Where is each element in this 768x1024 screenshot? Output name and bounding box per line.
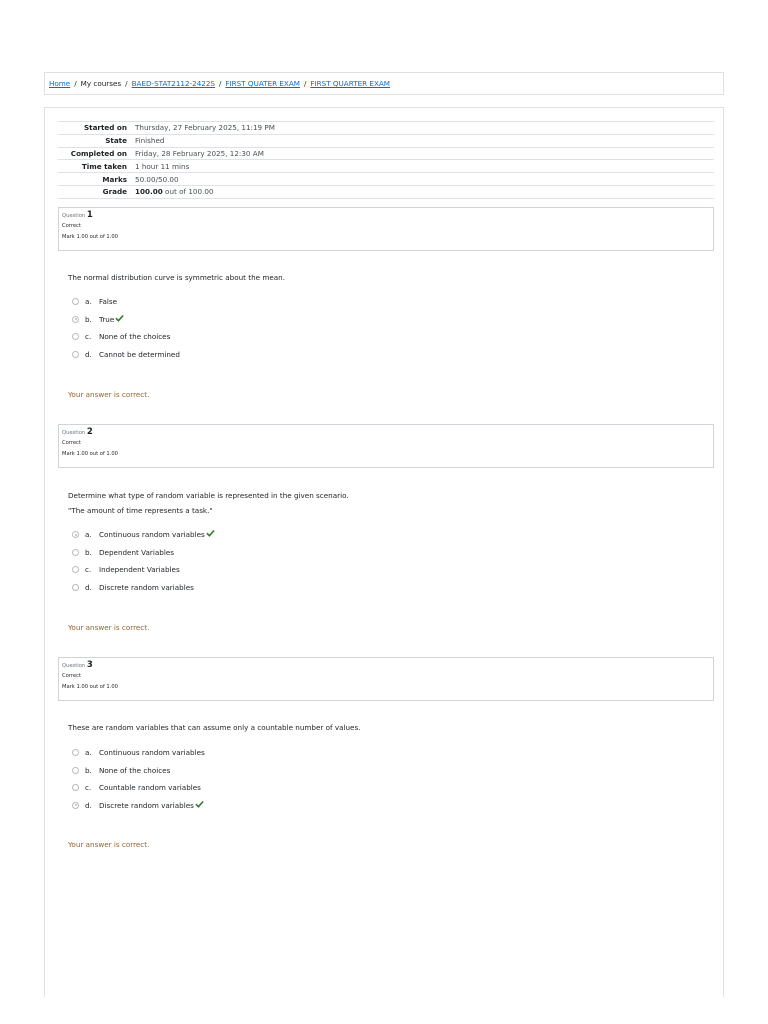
summary-row bbox=[58, 147, 714, 160]
radio-button-checked[interactable] bbox=[72, 802, 79, 809]
answer-option[interactable] bbox=[72, 544, 472, 562]
question-grade: Mark 1.00 out of 1.00 bbox=[62, 451, 118, 457]
summary-label: Grade bbox=[102, 187, 127, 197]
question-text-line: "The amount of time represents a task." bbox=[68, 506, 213, 515]
question-state: Correct bbox=[62, 223, 81, 229]
question-grade: Mark 1.00 out of 1.00 bbox=[62, 234, 118, 240]
question-text-line: Determine what type of random variable is represented in the given scenario. bbox=[68, 491, 349, 500]
radio-button[interactable] bbox=[72, 298, 79, 305]
question-text-2 bbox=[68, 488, 349, 518]
breadcrumb-separator: / bbox=[303, 79, 307, 88]
check-icon bbox=[195, 800, 204, 808]
option-label: False bbox=[99, 297, 118, 307]
answer-option[interactable] bbox=[72, 797, 472, 815]
check-icon bbox=[206, 529, 215, 537]
question-number-value: 1 bbox=[86, 210, 93, 220]
breadcrumb-separator: / bbox=[74, 79, 77, 88]
summary-label: Time taken bbox=[81, 161, 127, 171]
grade-suffix: out of 100.00 bbox=[165, 187, 214, 197]
option-letter: b. bbox=[85, 547, 92, 557]
option-label: None of the choices bbox=[99, 332, 171, 342]
option-letter: d. bbox=[85, 582, 92, 592]
option-label: None of the choices bbox=[99, 765, 171, 775]
feedback-text-2: Your answer is correct. bbox=[68, 623, 150, 632]
answer-options-1 bbox=[72, 293, 472, 363]
answer-option[interactable] bbox=[72, 328, 472, 346]
question-info-2 bbox=[58, 424, 714, 468]
summary-value: Friday, 28 February 2025, 12:30 AM bbox=[135, 148, 264, 158]
question-state: Correct bbox=[62, 673, 81, 679]
option-letter: d. bbox=[85, 349, 92, 359]
breadcrumb-home-link[interactable]: Home bbox=[49, 79, 71, 88]
attempt-summary-table bbox=[58, 121, 714, 199]
option-label: Discrete random variables bbox=[99, 800, 194, 810]
answer-option[interactable] bbox=[72, 744, 472, 762]
radio-button[interactable] bbox=[72, 749, 79, 756]
breadcrumb-section-link[interactable]: FIRST QUATER EXAM bbox=[225, 79, 300, 88]
breadcrumb-separator: / bbox=[125, 79, 128, 88]
breadcrumb-separator: / bbox=[219, 79, 222, 88]
answer-option[interactable] bbox=[72, 561, 472, 579]
option-letter: a. bbox=[85, 530, 92, 540]
grade-value: 100.00 bbox=[135, 187, 163, 197]
option-letter: d. bbox=[85, 800, 92, 810]
breadcrumb bbox=[44, 72, 724, 95]
summary-label: Marks bbox=[102, 174, 127, 184]
summary-value: 1 hour 11 mins bbox=[135, 161, 190, 171]
question-number-value: 2 bbox=[86, 427, 93, 437]
summary-label: State bbox=[105, 136, 127, 146]
radio-button[interactable] bbox=[72, 549, 79, 556]
option-letter: a. bbox=[85, 748, 92, 758]
summary-label: Completed on bbox=[70, 148, 127, 158]
question-prefix: Question bbox=[62, 430, 86, 436]
option-label: Cannot be determined bbox=[99, 349, 180, 359]
option-letter: a. bbox=[85, 297, 92, 307]
radio-button-checked[interactable] bbox=[72, 531, 79, 538]
question-text-3 bbox=[68, 720, 360, 735]
answer-option[interactable] bbox=[72, 311, 472, 329]
question-number-value: 3 bbox=[86, 660, 93, 670]
radio-button[interactable] bbox=[72, 351, 79, 358]
option-label: Continuous random variables bbox=[99, 530, 205, 540]
question-grade: Mark 1.00 out of 1.00 bbox=[62, 684, 118, 690]
summary-value: Finished bbox=[135, 136, 165, 146]
summary-value bbox=[135, 185, 714, 198]
question-text-1 bbox=[68, 270, 285, 285]
summary-value: Thursday, 27 February 2025, 11:19 PM bbox=[135, 123, 275, 133]
summary-row bbox=[58, 160, 714, 173]
option-label: Countable random variables bbox=[99, 783, 201, 793]
breadcrumb-my-courses: My courses bbox=[80, 79, 122, 88]
breadcrumb-quiz-link[interactable]: FIRST QUARTER EXAM bbox=[310, 79, 390, 88]
summary-value: 50.00/50.00 bbox=[135, 174, 179, 184]
question-info-3 bbox=[58, 657, 714, 701]
answer-option[interactable] bbox=[72, 579, 472, 597]
answer-option[interactable] bbox=[72, 526, 472, 544]
option-label: True bbox=[99, 314, 115, 324]
question-prefix: Question bbox=[62, 663, 86, 669]
summary-row bbox=[58, 122, 714, 135]
answer-option[interactable] bbox=[72, 293, 472, 311]
radio-button-checked[interactable] bbox=[72, 316, 79, 323]
option-letter: b. bbox=[85, 765, 92, 775]
question-number bbox=[62, 661, 710, 671]
answer-option[interactable] bbox=[72, 346, 472, 364]
radio-button[interactable] bbox=[72, 784, 79, 791]
quiz-review-card bbox=[44, 107, 724, 997]
answer-option[interactable] bbox=[72, 779, 472, 797]
question-text-line: These are random variables that can assume only a countable number of values. bbox=[68, 723, 361, 732]
radio-button[interactable] bbox=[72, 333, 79, 340]
feedback-text-3: Your answer is correct. bbox=[68, 840, 150, 849]
option-letter: c. bbox=[85, 332, 92, 342]
question-text-line: The normal distribution curve is symmetric about the mean. bbox=[68, 273, 286, 282]
question-number bbox=[62, 428, 710, 438]
option-letter: b. bbox=[85, 314, 92, 324]
summary-row bbox=[58, 173, 714, 186]
question-state: Correct bbox=[62, 440, 81, 446]
option-letter: c. bbox=[85, 783, 92, 793]
question-number bbox=[62, 211, 710, 221]
summary-row bbox=[58, 134, 714, 147]
breadcrumb-course-link[interactable]: BAED-STAT2112-2422S bbox=[131, 79, 215, 88]
option-label: Continuous random variables bbox=[99, 748, 205, 758]
option-label: Independent Variables bbox=[99, 565, 180, 575]
answer-options-3 bbox=[72, 744, 472, 814]
check-icon bbox=[115, 314, 124, 322]
option-label: Dependent Variables bbox=[99, 547, 174, 557]
question-info-1 bbox=[58, 207, 714, 251]
question-prefix: Question bbox=[62, 213, 86, 219]
radio-button[interactable] bbox=[72, 767, 79, 774]
summary-row-grade bbox=[58, 185, 714, 198]
option-label: Discrete random variables bbox=[99, 582, 194, 592]
answer-options-2 bbox=[72, 526, 472, 596]
radio-button[interactable] bbox=[72, 584, 79, 591]
feedback-text-1: Your answer is correct. bbox=[68, 390, 150, 399]
answer-option[interactable] bbox=[72, 762, 472, 780]
option-letter: c. bbox=[85, 565, 92, 575]
summary-label: Started on bbox=[83, 123, 127, 133]
radio-button[interactable] bbox=[72, 566, 79, 573]
